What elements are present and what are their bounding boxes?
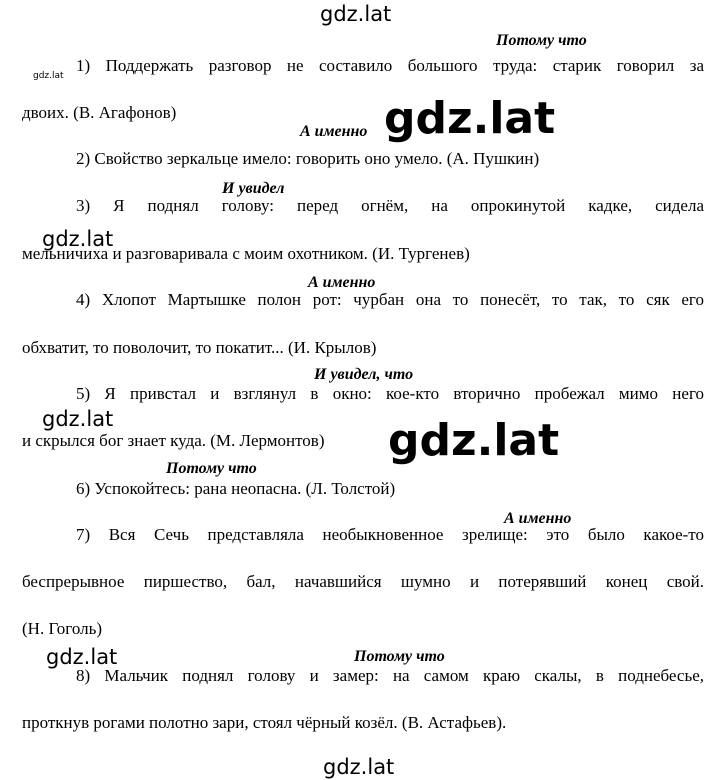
note-item-6: Потому что xyxy=(166,460,257,477)
item-1-line-1: 1) Поддержать разговор не составило большого труда: старик говорил за xyxy=(76,56,704,75)
watermark-tiny: gdz.lat xyxy=(33,71,64,81)
note-item-1: Потому что xyxy=(496,32,587,49)
item-4-line-1: 4) Хлопот Мартышке полон рот: чурбан она то понесёт, то так, то сяк его xyxy=(76,290,704,309)
item-5-line-2: и скрылся бог знает куда. (М. Лермонтов) xyxy=(22,431,325,450)
item-7-line-3: (Н. Гоголь) xyxy=(22,619,102,638)
item-4-line-2: обхватит, то поволочит, то покатит... (И. Крылов) xyxy=(22,338,377,357)
item-1-line-2: двоих. (В. Агафонов) xyxy=(22,103,177,122)
item-7-line-2: беспрерывное пиршество, бал, начавшийся шумно и потерявший конец свой. xyxy=(22,572,704,591)
note-item-3: И увидел xyxy=(222,180,285,197)
item-3-line-2: мельничиха и разговаривала с моим охотником. (И. Тургенев) xyxy=(22,244,470,263)
item-6-line-1: 6) Успокойтесь: рана неопасна. (Л. Толстой) xyxy=(76,479,396,498)
watermark-large-2: gdz.lat xyxy=(388,415,560,466)
watermark-left-2: gdz.lat xyxy=(42,407,114,431)
watermark-bottom: gdz.lat xyxy=(323,755,395,779)
item-8-line-1: 8) Мальчик поднял голову и замер: на самом краю скалы, в поднебесье, xyxy=(76,666,704,685)
watermark-left-3: gdz.lat xyxy=(46,645,118,669)
watermark-left-1: gdz.lat xyxy=(42,227,114,251)
item-5-line-1: 5) Я привстал и взглянул в окно: кое-кто вторично пробежал мимо него xyxy=(76,384,704,403)
item-7-line-1: 7) Вся Сечь представляла необыкновенное зрелище: это было какое-то xyxy=(76,525,704,544)
item-3-line-1: 3) Я поднял голову: перед огнём, на опрокинутой кадке, сидела xyxy=(76,196,704,215)
note-item-8: Потому что xyxy=(354,648,445,665)
note-item-5: И увидел, что xyxy=(314,366,414,383)
note-item-7: А именно xyxy=(504,510,572,527)
item-8-line-2: проткнув рогами полотно зари, стоял чёрный козёл. (В. Астафьев). xyxy=(22,713,507,732)
note-item-4: А именно xyxy=(308,274,376,291)
watermark-top: gdz.lat xyxy=(320,2,392,26)
watermark-large-1: gdz.lat xyxy=(384,93,556,144)
note-item-2: А именно xyxy=(300,123,368,140)
item-2-line-1: 2) Свойство зеркальце имело: говорить оно умело. (А. Пушкин) xyxy=(76,149,540,168)
